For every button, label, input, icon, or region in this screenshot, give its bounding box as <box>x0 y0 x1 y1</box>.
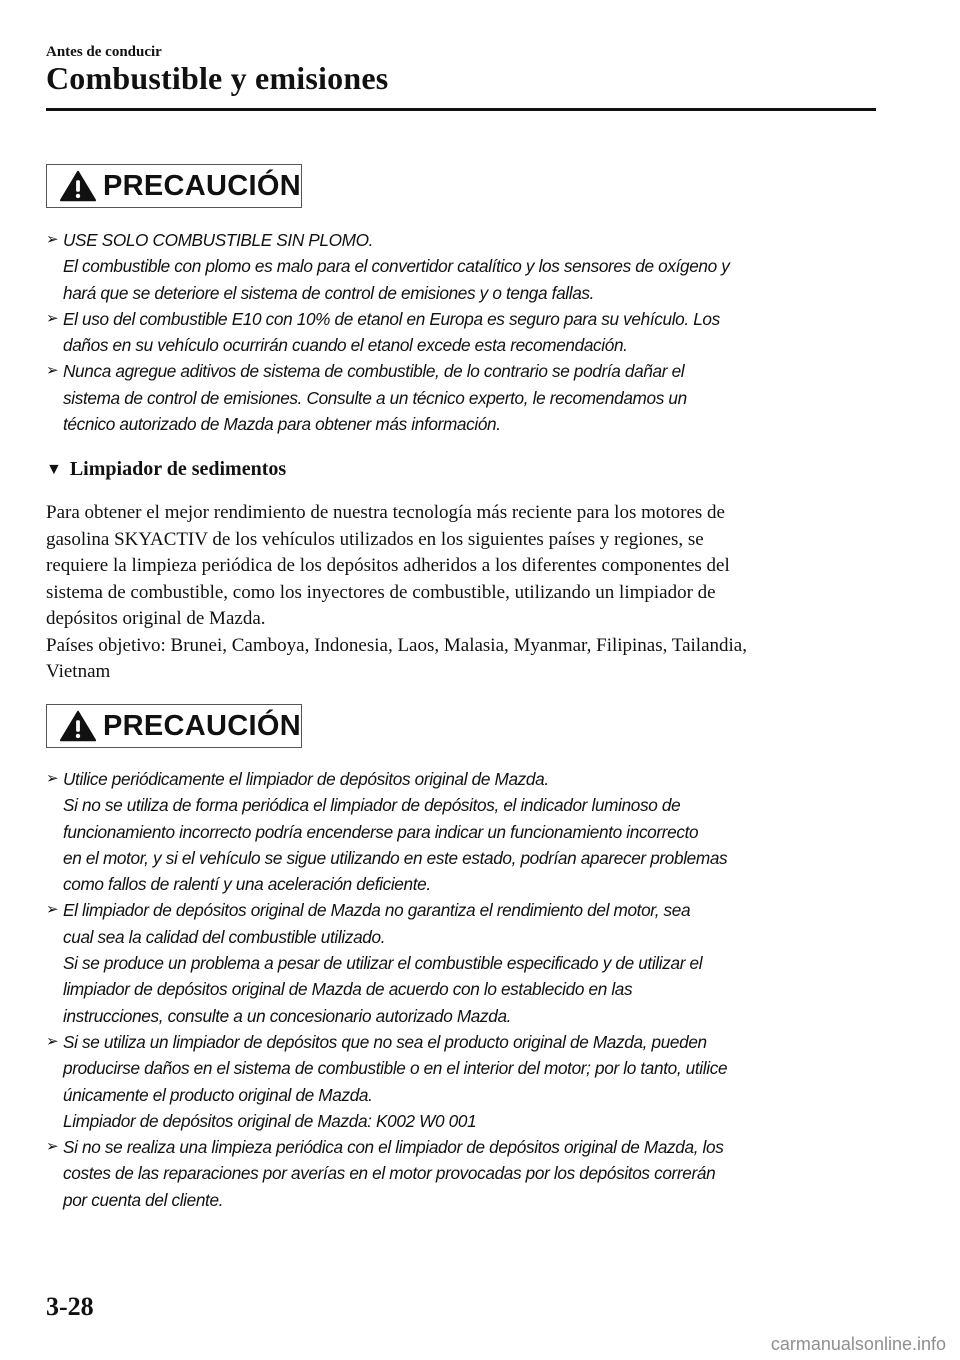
section-heading: ▼ Limpiador de sedimentos <box>46 458 287 480</box>
caution-item: ➢ El limpiador de depósitos original de Mazda no garantiza el rendimiento del motor, sea cual sea la calidad del combustible utilizado. Si se produce un problema a pesar de utilizar el combustible especificado y de utilizar el limpiador de depósitos original de Mazda de acuerdo con lo establecido en las instrucciones, consulte a un concesionario autorizado Mazda. <box>46 897 886 1028</box>
caution-item: ➢ Utilice periódicamente el limpiador de depósitos original de Mazda. Si no se utiliza de forma periódica el limpiador de depósitos, el indicador luminoso de funcionamiento incorrecto podría encenderse para indicar un funcionamiento incorrecto en el motor, y si el vehículo se sigue utilizando en este estado, podrían aparecer problemas como fallos de ralentí y una aceleración deficiente. <box>46 766 886 897</box>
caution-list-1 <box>46 227 886 437</box>
caution-item: ➢ USE SOLO COMBUSTIBLE SIN PLOMO. El combustible con plomo es malo para el convertidor catalítico y los sensores de oxígeno y hará que se deteriore el sistema de control de emisiones y o tenga fallas. <box>46 227 886 306</box>
watermark: carmanualsonline.info <box>770 1334 946 1354</box>
caution-list-2 <box>46 766 886 1213</box>
caution-label: PRECAUCIÓN <box>103 709 301 742</box>
arrow-bullet-icon: ➢ <box>46 1138 59 1156</box>
page-number: 3-28 <box>46 1292 94 1321</box>
arrow-bullet-icon: ➢ <box>46 231 59 248</box>
warning-triangle-icon <box>59 169 97 203</box>
caution-item: ➢ Si no se realiza una limpieza periódica con el limpiador de depósitos original de Mazda, los costes de las reparaciones por averías en el motor provocadas por los depósitos correrán por cuenta del cliente. <box>46 1134 886 1213</box>
arrow-bullet-icon: ➢ <box>46 309 59 327</box>
caution-header-1 <box>46 164 302 208</box>
arrow-bullet-icon: ➢ <box>46 1032 59 1050</box>
caution-item: ➢ El uso del combustible E10 con 10% de etanol en Europa es seguro para su vehículo. Los daños en su vehículo ocurrirán cuando el etanol excede esta recomendación. <box>46 306 886 359</box>
arrow-bullet-icon: ➢ <box>46 770 59 787</box>
triangle-down-icon: ▼ <box>46 461 62 478</box>
body-paragraph: Para obtener el mejor rendimiento de nuestra tecnología más reciente para los motores de gasolina SKYACTIV de los vehículos utilizados en los siguientes países y regiones, se requiere la limpieza periódica de los depósitos adheridos a los diferentes componentes del sistema de combustible, como los inyectores de combustible, utilizando un limpiador de depósitos original de Mazda. Países objetivo: Brunei, Camboya, Indonesia, Laos, Malasia, Myanmar, Filipinas, Tailandia, Vietnam <box>46 502 747 682</box>
caution-item: ➢ Si se utiliza un limpiador de depósitos que no sea el producto original de Mazda, pueden producirse daños en el sistema de combustible o en el interior del motor; por lo tanto, utilice únicamente el producto original de Mazda. Limpiador de depósitos original de Mazda: K002 W0 001 <box>46 1029 886 1134</box>
title-divider <box>46 108 876 111</box>
section-label: Antes de conducir <box>46 44 162 60</box>
page-title: Combustible y emisiones <box>46 60 389 96</box>
caution-header-2 <box>46 704 302 748</box>
arrow-bullet-icon: ➢ <box>46 901 59 919</box>
caution-label: PRECAUCIÓN <box>103 169 301 202</box>
caution-item: ➢ Nunca agregue aditivos de sistema de combustible, de lo contrario se podría dañar el sistema de control de emisiones. Consulte a un técnico experto, le recomendamos un técnico autorizado de Mazda para obtener más información. <box>46 358 886 437</box>
arrow-bullet-icon: ➢ <box>46 362 59 380</box>
warning-triangle-icon <box>59 709 97 743</box>
